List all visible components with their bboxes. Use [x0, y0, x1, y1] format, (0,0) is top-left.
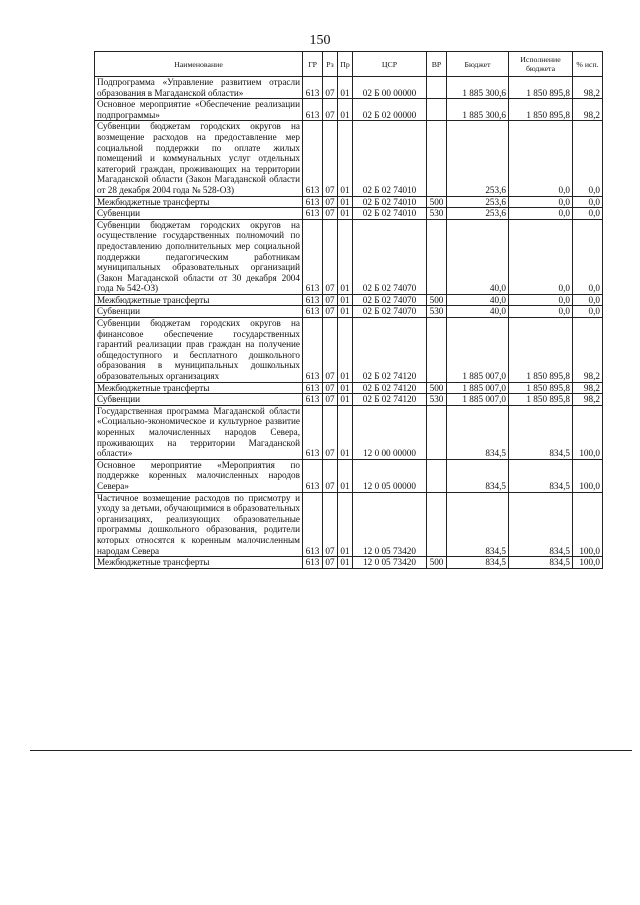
cell-gr: 613 — [303, 394, 323, 406]
cell-rz: 07 — [323, 557, 338, 569]
cell-name: Межбюджетные трансферты — [95, 294, 303, 306]
header-name: Наименование — [95, 52, 303, 77]
cell-execution: 0,0 — [509, 294, 573, 306]
cell-percent: 98,2 — [573, 394, 603, 406]
header-rz: Рз — [323, 52, 338, 77]
page-number: 150 — [309, 33, 331, 48]
table-row — [95, 121, 603, 196]
header-vr: ВР — [427, 52, 447, 77]
table-row — [95, 77, 603, 99]
cell-execution: 1 850 895,8 — [509, 99, 573, 121]
cell-csr: 12 0 00 00000 — [353, 405, 427, 459]
table-row — [95, 405, 603, 459]
cell-vr: 500 — [427, 196, 447, 208]
cell-budget: 1 885 007,0 — [447, 318, 509, 383]
cell-vr: 530 — [427, 394, 447, 406]
cell-pr: 01 — [338, 99, 353, 121]
cell-csr: 12 0 05 00000 — [353, 459, 427, 492]
cell-name: Межбюджетные трансферты — [95, 196, 303, 208]
cell-rz: 07 — [323, 196, 338, 208]
cell-percent: 0,0 — [573, 219, 603, 294]
cell-vr: 500 — [427, 294, 447, 306]
cell-gr: 613 — [303, 557, 323, 569]
cell-percent: 0,0 — [573, 208, 603, 220]
cell-percent: 100,0 — [573, 459, 603, 492]
cell-csr: 02 Б 02 74120 — [353, 382, 427, 394]
header-budget: Бюджет — [447, 52, 509, 77]
cell-gr: 613 — [303, 99, 323, 121]
cell-vr: 530 — [427, 306, 447, 318]
cell-pr: 01 — [338, 394, 353, 406]
cell-csr: 12 0 05 73420 — [353, 557, 427, 569]
cell-rz: 07 — [323, 219, 338, 294]
cell-percent: 0,0 — [573, 121, 603, 196]
cell-gr: 613 — [303, 459, 323, 492]
cell-gr: 613 — [303, 121, 323, 196]
cell-budget: 834,5 — [447, 492, 509, 557]
cell-rz: 07 — [323, 459, 338, 492]
budget-table — [94, 51, 603, 569]
cell-percent: 0,0 — [573, 294, 603, 306]
cell-pr: 01 — [338, 382, 353, 394]
cell-pr: 01 — [338, 196, 353, 208]
cell-rz: 07 — [323, 318, 338, 383]
cell-csr: 02 Б 02 74120 — [353, 394, 427, 406]
cell-name: Субвенции бюджетам городских округов на возмещение расходов на предоставление мер социальной поддержки по оплате жилых помещений и коммунальных услуг отдельных категорий граждан, проживающих на территории Магаданской области (Закон Магаданской области от 28 декабря 2004 года № 528-ОЗ) — [95, 121, 303, 196]
cell-execution: 1 850 895,8 — [509, 318, 573, 383]
cell-percent: 0,0 — [573, 306, 603, 318]
cell-percent: 98,2 — [573, 382, 603, 394]
table-row — [95, 459, 603, 492]
cell-gr: 613 — [303, 405, 323, 459]
cell-budget: 1 885 007,0 — [447, 382, 509, 394]
cell-gr: 613 — [303, 196, 323, 208]
cell-name: Межбюджетные трансферты — [95, 382, 303, 394]
cell-name: Субвенции — [95, 208, 303, 220]
cell-budget: 834,5 — [447, 459, 509, 492]
cell-csr: 02 Б 02 74120 — [353, 318, 427, 383]
cell-budget: 253,6 — [447, 208, 509, 220]
header-execution: Исполнение бюджета — [509, 52, 573, 77]
table-row — [95, 318, 603, 383]
cell-execution: 1 850 895,8 — [509, 394, 573, 406]
table-row — [95, 306, 603, 318]
cell-csr: 02 Б 00 00000 — [353, 77, 427, 99]
cell-gr: 613 — [303, 306, 323, 318]
cell-pr: 01 — [338, 459, 353, 492]
cell-vr: 500 — [427, 382, 447, 394]
cell-budget: 1 885 300,6 — [447, 99, 509, 121]
cell-rz: 07 — [323, 121, 338, 196]
cell-vr — [427, 77, 447, 99]
cell-csr: 12 0 05 73420 — [353, 492, 427, 557]
cell-execution: 834,5 — [509, 557, 573, 569]
table-row — [95, 99, 603, 121]
table-row — [95, 382, 603, 394]
header-gr: ГР — [303, 52, 323, 77]
cell-budget: 40,0 — [447, 294, 509, 306]
cell-percent: 100,0 — [573, 557, 603, 569]
cell-percent: 100,0 — [573, 492, 603, 557]
cell-budget: 834,5 — [447, 405, 509, 459]
cell-rz: 07 — [323, 382, 338, 394]
cell-name: Основное мероприятие «Обеспечение реализации подпрограммы» — [95, 99, 303, 121]
table-row — [95, 394, 603, 406]
cell-gr: 613 — [303, 294, 323, 306]
cell-execution: 834,5 — [509, 459, 573, 492]
cell-gr: 613 — [303, 492, 323, 557]
cell-name: Субвенции — [95, 306, 303, 318]
cell-pr: 01 — [338, 306, 353, 318]
cell-gr: 613 — [303, 208, 323, 220]
cell-execution: 834,5 — [509, 405, 573, 459]
cell-execution: 1 850 895,8 — [509, 77, 573, 99]
cell-vr — [427, 99, 447, 121]
cell-pr: 01 — [338, 557, 353, 569]
cell-percent: 98,2 — [573, 99, 603, 121]
cell-pr: 01 — [338, 294, 353, 306]
cell-rz: 07 — [323, 99, 338, 121]
cell-execution: 0,0 — [509, 306, 573, 318]
cell-gr: 613 — [303, 318, 323, 383]
cell-gr: 613 — [303, 77, 323, 99]
cell-pr: 01 — [338, 492, 353, 557]
cell-rz: 07 — [323, 405, 338, 459]
cell-percent: 98,2 — [573, 77, 603, 99]
cell-gr: 613 — [303, 219, 323, 294]
table-row — [95, 196, 603, 208]
cell-name: Субвенции бюджетам городских округов на финансовое обеспечение государственных гарантий реализации прав граждан на получение общедоступного и бесплатного дошкольного образования в муниципальных дошкольных образовательных организациях — [95, 318, 303, 383]
cell-csr: 02 Б 02 74010 — [353, 196, 427, 208]
cell-percent: 98,2 — [573, 318, 603, 383]
table-row — [95, 294, 603, 306]
cell-percent: 100,0 — [573, 405, 603, 459]
cell-budget: 1 885 007,0 — [447, 394, 509, 406]
cell-pr: 01 — [338, 77, 353, 99]
cell-pr: 01 — [338, 121, 353, 196]
cell-rz: 07 — [323, 306, 338, 318]
cell-percent: 0,0 — [573, 196, 603, 208]
cell-pr: 01 — [338, 208, 353, 220]
cell-name: Субвенции бюджетам городских округов на осуществление государственных полномочий по предоставлению дополнительных мер социальной поддержки педагогическим работникам муниципальных образовательных организаций (Закон Магаданской области от 30 декабря 2004 года № 542-ОЗ) — [95, 219, 303, 294]
header-csr: ЦСР — [353, 52, 427, 77]
cell-vr — [427, 318, 447, 383]
cell-rz: 07 — [323, 394, 338, 406]
footer-rule — [30, 750, 632, 751]
cell-name: Межбюджетные трансферты — [95, 557, 303, 569]
cell-csr: 02 Б 02 00000 — [353, 99, 427, 121]
cell-vr: 530 — [427, 208, 447, 220]
table-row — [95, 557, 603, 569]
table-row — [95, 219, 603, 294]
cell-execution: 0,0 — [509, 196, 573, 208]
cell-budget: 834,5 — [447, 557, 509, 569]
cell-vr — [427, 492, 447, 557]
cell-csr: 02 Б 02 74070 — [353, 219, 427, 294]
cell-rz: 07 — [323, 208, 338, 220]
cell-rz: 07 — [323, 294, 338, 306]
cell-csr: 02 Б 02 74070 — [353, 294, 427, 306]
cell-vr — [427, 405, 447, 459]
cell-name: Основное мероприятие «Мероприятия по поддержке коренных малочисленных народов Севера» — [95, 459, 303, 492]
cell-name: Частичное возмещение расходов по присмотру и уходу за детьми, обучающимися в образовательных организациях, реализующих образовательные программы дошкольного образования, родители которых относятся к коренным малочисленным народам Севера — [95, 492, 303, 557]
table-header-row — [95, 52, 603, 77]
cell-execution: 834,5 — [509, 492, 573, 557]
header-pr: Пр — [338, 52, 353, 77]
cell-budget: 253,6 — [447, 121, 509, 196]
cell-csr: 02 Б 02 74010 — [353, 121, 427, 196]
cell-gr: 613 — [303, 382, 323, 394]
cell-rz: 07 — [323, 77, 338, 99]
cell-budget: 40,0 — [447, 219, 509, 294]
cell-budget: 253,6 — [447, 196, 509, 208]
cell-budget: 40,0 — [447, 306, 509, 318]
cell-execution: 0,0 — [509, 208, 573, 220]
cell-pr: 01 — [338, 219, 353, 294]
cell-rz: 07 — [323, 492, 338, 557]
cell-vr — [427, 219, 447, 294]
cell-vr — [427, 121, 447, 196]
cell-csr: 02 Б 02 74070 — [353, 306, 427, 318]
cell-vr — [427, 459, 447, 492]
cell-name: Государственная программа Магаданской области «Социально-экономическое и культурное развитие коренных малочисленных народов Севера, проживающих на территории Магаданской области» — [95, 405, 303, 459]
table-body — [95, 77, 603, 569]
table-row — [95, 208, 603, 220]
cell-name: Субвенции — [95, 394, 303, 406]
header-percent: % исп. — [573, 52, 603, 77]
cell-pr: 01 — [338, 405, 353, 459]
cell-name: Подпрограмма «Управление развитием отрасли образования в Магаданской области» — [95, 77, 303, 99]
cell-pr: 01 — [338, 318, 353, 383]
cell-execution: 0,0 — [509, 219, 573, 294]
cell-vr: 500 — [427, 557, 447, 569]
cell-execution: 1 850 895,8 — [509, 382, 573, 394]
cell-execution: 0,0 — [509, 121, 573, 196]
cell-csr: 02 Б 02 74010 — [353, 208, 427, 220]
cell-budget: 1 885 300,6 — [447, 77, 509, 99]
table-row — [95, 492, 603, 557]
